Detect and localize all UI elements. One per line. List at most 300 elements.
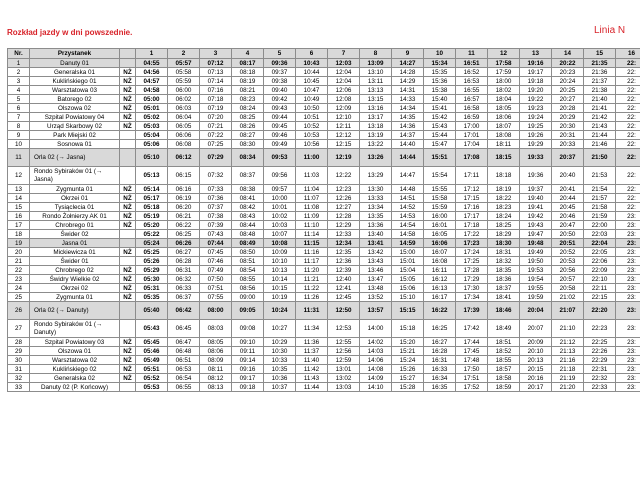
stop-name: Warsztatowa 03: [30, 86, 120, 95]
departure-time: 11:14: [296, 230, 328, 239]
departure-time: 09:16: [232, 365, 264, 374]
departure-time: 09:08: [232, 320, 264, 338]
departure-time: 10:13: [264, 266, 296, 275]
departure-time: 11:17: [296, 257, 328, 266]
departure-time: 17:48: [456, 356, 488, 365]
departure-time: 08:50: [232, 248, 264, 257]
header-trip: 16: [616, 49, 640, 59]
header-trip: 5: [264, 49, 296, 59]
departure-time: 12:09: [328, 104, 360, 113]
departure-time: 16:55: [456, 86, 488, 95]
departure-time: 08:19: [232, 77, 264, 86]
header-nr: Nr.: [8, 49, 30, 59]
on-request-flag: NŻ: [120, 185, 136, 194]
departure-time: 07:16: [200, 86, 232, 95]
departure-time: 18:04: [488, 95, 520, 104]
departure-time: 08:05: [200, 338, 232, 347]
departure-time: 07:19: [200, 104, 232, 113]
departure-time: 12:26: [328, 194, 360, 203]
departure-time: 14:29: [392, 77, 424, 86]
departure-time: 08:26: [232, 122, 264, 131]
header-trip: 1: [136, 49, 168, 59]
departure-time: 18:58: [488, 374, 520, 383]
departure-time: 08:44: [232, 221, 264, 230]
departure-time: 12:10: [328, 113, 360, 122]
stop-number: 14: [8, 194, 30, 203]
departure-time: 08:49: [232, 239, 264, 248]
departure-time: 16:25: [424, 320, 456, 338]
departure-time: 20:17: [520, 383, 552, 392]
on-request-flag: NŻ: [120, 86, 136, 95]
table-row: [8, 320, 640, 338]
departure-time: 05:02: [136, 113, 168, 122]
departure-time: 09:57: [264, 185, 296, 194]
departure-time: 06:21: [168, 212, 200, 221]
departure-time: 18:25: [488, 221, 520, 230]
departure-time: 17:08: [456, 149, 488, 167]
departure-time: 21:20: [552, 383, 584, 392]
departure-time: 05:20: [136, 221, 168, 230]
departure-time: 16:51: [456, 59, 488, 68]
departure-time: 19:25: [520, 122, 552, 131]
departure-time: 08:13: [200, 383, 232, 392]
departure-time: 19:49: [520, 248, 552, 257]
departure-time: 17:17: [456, 212, 488, 221]
departure-time: 18:51: [488, 338, 520, 347]
departure-time: 07:12: [200, 59, 232, 68]
departure-time: 10:36: [264, 374, 296, 383]
departure-time: 09:46: [264, 131, 296, 140]
departure-time: 13:01: [328, 365, 360, 374]
departure-time: 12:06: [328, 86, 360, 95]
departure-time: 10:37: [264, 383, 296, 392]
departure-time: 10:01: [264, 203, 296, 212]
departure-time: 16:22: [424, 302, 456, 320]
departure-time: 15:41: [424, 104, 456, 113]
departure-time: 08:24: [232, 104, 264, 113]
departure-time: 19:22: [520, 95, 552, 104]
departure-time: 14:52: [392, 203, 424, 212]
departure-time: 10:03: [264, 221, 296, 230]
departure-time: 06:54: [168, 374, 200, 383]
departure-time: 23:: [616, 293, 640, 302]
departure-time: 20:46: [552, 212, 584, 221]
departure-time: 21:13: [552, 347, 584, 356]
on-request-flag: [120, 131, 136, 140]
departure-time: 12:59: [328, 356, 360, 365]
departure-time: 07:45: [200, 248, 232, 257]
departure-time: 05:51: [136, 365, 168, 374]
departure-time: 17:58: [488, 59, 520, 68]
table-row: [8, 131, 640, 140]
departure-time: 06:26: [168, 239, 200, 248]
departure-time: 12:29: [328, 221, 360, 230]
departure-time: 21:41: [584, 104, 616, 113]
departure-time: 18:11: [488, 140, 520, 149]
on-request-flag: [120, 149, 136, 167]
table-row: [8, 248, 640, 257]
stop-number: 8: [8, 122, 30, 131]
departure-time: 05:35: [136, 293, 168, 302]
departure-time: 10:44: [296, 68, 328, 77]
departure-time: 09:44: [264, 113, 296, 122]
departure-time: 13:10: [360, 68, 392, 77]
departure-time: 05:22: [136, 230, 168, 239]
departure-time: 11:43: [296, 374, 328, 383]
departure-time: 16:13: [424, 284, 456, 293]
header-trip: 14: [552, 49, 584, 59]
stop-name: Rondo Sybiraków 01 (→ Danuty): [30, 320, 120, 338]
departure-time: 07:44: [200, 239, 232, 248]
departure-time: 09:10: [232, 338, 264, 347]
departure-time: 08:30: [232, 140, 264, 149]
departure-time: 19:24: [520, 113, 552, 122]
stop-number: 18: [8, 230, 30, 239]
departure-time: 08:18: [232, 68, 264, 77]
departure-time: 06:12: [168, 149, 200, 167]
stop-number: 22: [8, 266, 30, 275]
departure-time: 20:44: [552, 194, 584, 203]
on-request-flag: NŻ: [120, 293, 136, 302]
departure-time: 11:07: [296, 194, 328, 203]
departure-time: 08:17: [232, 59, 264, 68]
departure-time: 08:43: [232, 212, 264, 221]
stop-name: Zygmunta 01: [30, 293, 120, 302]
departure-time: 22:06: [584, 257, 616, 266]
departure-time: 10:00: [264, 194, 296, 203]
departure-time: 06:04: [168, 113, 200, 122]
departure-time: 12:40: [328, 275, 360, 284]
departure-time: 11:34: [296, 320, 328, 338]
header-trip: 6: [296, 49, 328, 59]
departure-time: 15:00: [392, 248, 424, 257]
departure-time: 13:09: [360, 59, 392, 68]
departure-time: 19:37: [520, 185, 552, 194]
departure-time: 21:50: [584, 149, 616, 167]
departure-time: 05:18: [136, 203, 168, 212]
departure-time: 19:48: [520, 239, 552, 248]
stop-number: 16: [8, 212, 30, 221]
departure-time: 08:41: [232, 194, 264, 203]
departure-time: 13:47: [360, 275, 392, 284]
departure-time: 20:15: [520, 365, 552, 374]
departure-time: 13:22: [360, 140, 392, 149]
on-request-flag: NŻ: [120, 221, 136, 230]
stop-name: Tysiąclecia 01: [30, 203, 120, 212]
departure-time: 19:29: [520, 140, 552, 149]
departure-time: 13:46: [360, 266, 392, 275]
departure-time: 14:28: [392, 68, 424, 77]
departure-time: 20:27: [552, 95, 584, 104]
departure-time: 09:37: [264, 68, 296, 77]
table-row: [8, 203, 640, 212]
table-row: [8, 77, 640, 86]
departure-time: 05:49: [136, 356, 168, 365]
departure-time: 13:03: [328, 383, 360, 392]
departure-time: 11:00: [296, 149, 328, 167]
table-row: [8, 185, 640, 194]
stop-number: 15: [8, 203, 30, 212]
departure-time: 22:: [616, 68, 640, 77]
table-row: [8, 95, 640, 104]
page-title: Rozkład jazdy w dni powszednie.: [7, 28, 133, 37]
stop-number: 31: [8, 365, 30, 374]
departure-time: 21:53: [584, 167, 616, 185]
departure-time: 16:11: [424, 266, 456, 275]
departure-time: 07:21: [200, 122, 232, 131]
on-request-flag: NŻ: [120, 77, 136, 86]
departure-time: 18:24: [488, 212, 520, 221]
stop-name: Danuty 01: [30, 59, 120, 68]
departure-time: 14:27: [392, 59, 424, 68]
departure-time: 10:02: [264, 212, 296, 221]
departure-time: 21:18: [552, 365, 584, 374]
departure-time: 13:15: [360, 95, 392, 104]
departure-time: 11:26: [296, 293, 328, 302]
departure-time: 06:53: [168, 365, 200, 374]
departure-time: 15:51: [424, 149, 456, 167]
stop-name: Orla 02 (→ Danuty): [30, 302, 120, 320]
on-request-flag: NŻ: [120, 95, 136, 104]
departure-time: 17:42: [456, 320, 488, 338]
departure-time: 06:45: [168, 320, 200, 338]
departure-time: 22:: [616, 194, 640, 203]
stop-number: 32: [8, 374, 30, 383]
departure-time: 22:33: [584, 383, 616, 392]
table-row: [8, 365, 640, 374]
departure-time: 12:08: [328, 95, 360, 104]
departure-time: 21:58: [584, 203, 616, 212]
departure-time: 21:10: [552, 320, 584, 338]
departure-time: 14:58: [392, 230, 424, 239]
departure-time: 07:46: [200, 257, 232, 266]
on-request-flag: [120, 239, 136, 248]
stop-name: Sosnowa 01: [30, 140, 120, 149]
table-row: [8, 122, 640, 131]
departure-time: 11:31: [296, 302, 328, 320]
departure-time: 22:00: [584, 221, 616, 230]
on-request-flag: NŻ: [120, 338, 136, 347]
departure-time: 09:45: [264, 122, 296, 131]
departure-time: 10:30: [264, 347, 296, 356]
departure-time: 07:33: [200, 185, 232, 194]
departure-time: 18:02: [488, 86, 520, 95]
departure-time: 19:40: [520, 194, 552, 203]
stop-name: Rondo Żołnierzy AK 01: [30, 212, 120, 221]
departure-time: 08:21: [232, 86, 264, 95]
departure-time: 18:55: [488, 356, 520, 365]
departure-time: 22:: [616, 95, 640, 104]
departure-time: 20:30: [552, 122, 584, 131]
departure-time: 21:19: [552, 374, 584, 383]
departure-time: 17:30: [456, 284, 488, 293]
departure-time: 19:50: [520, 257, 552, 266]
stop-name: Batorego 02: [30, 95, 120, 104]
departure-time: 23:: [616, 230, 640, 239]
departure-time: 12:27: [328, 203, 360, 212]
departure-time: 06:19: [168, 194, 200, 203]
departure-time: 08:03: [200, 320, 232, 338]
departure-time: 07:18: [200, 95, 232, 104]
departure-time: 17:18: [456, 221, 488, 230]
departure-time: 14:35: [392, 113, 424, 122]
departure-time: 22:05: [584, 248, 616, 257]
departure-time: 12:34: [328, 239, 360, 248]
departure-time: 15:18: [392, 320, 424, 338]
departure-time: 09:49: [264, 140, 296, 149]
departure-time: 15:55: [424, 185, 456, 194]
stop-name: Szpital Powiatowy 04: [30, 113, 120, 122]
departure-time: 09:17: [232, 374, 264, 383]
departure-time: 15:44: [424, 131, 456, 140]
departure-time: 05:19: [136, 212, 168, 221]
departure-time: 08:00: [200, 302, 232, 320]
departure-time: 05:31: [136, 284, 168, 293]
departure-time: 05:06: [136, 140, 168, 149]
stop-name: Generalska 01: [30, 68, 120, 77]
departure-time: 05:03: [136, 122, 168, 131]
on-request-flag: NŻ: [120, 68, 136, 77]
on-request-flag: [120, 257, 136, 266]
departure-time: 13:57: [360, 302, 392, 320]
departure-time: 18:36: [488, 275, 520, 284]
departure-time: 20:25: [552, 86, 584, 95]
on-request-flag: NŻ: [120, 212, 136, 221]
table-row: [8, 383, 640, 392]
departure-time: 17:22: [456, 230, 488, 239]
table-row: [8, 221, 640, 230]
table-row: [8, 149, 640, 167]
departure-time: 14:10: [360, 383, 392, 392]
departure-time: 05:17: [136, 194, 168, 203]
line-label: Linia N: [594, 25, 626, 36]
departure-time: 10:09: [264, 248, 296, 257]
departure-time: 22:: [616, 104, 640, 113]
header-trip: 11: [456, 49, 488, 59]
departure-time: 20:58: [552, 284, 584, 293]
departure-time: 07:43: [200, 230, 232, 239]
departure-time: 19:18: [520, 77, 552, 86]
departure-time: 14:47: [392, 167, 424, 185]
departure-time: 05:43: [136, 320, 168, 338]
departure-time: 22:03: [584, 230, 616, 239]
table-row: [8, 374, 640, 383]
departure-time: 08:27: [232, 131, 264, 140]
departure-time: 07:14: [200, 77, 232, 86]
departure-time: 12:22: [328, 167, 360, 185]
departure-time: 13:29: [360, 167, 392, 185]
stop-name: Świder 02: [30, 230, 120, 239]
departure-time: 12:50: [328, 302, 360, 320]
stop-number: 20: [8, 248, 30, 257]
stop-number: 33: [8, 383, 30, 392]
stop-name: Chrobrego 02: [30, 266, 120, 275]
stop-name: Urząd Skarbowy 02: [30, 122, 120, 131]
departure-time: 21:59: [584, 212, 616, 221]
departure-time: 14:03: [360, 347, 392, 356]
departure-time: 16:00: [424, 212, 456, 221]
departure-time: 17:16: [456, 203, 488, 212]
table-row: [8, 59, 640, 68]
departure-time: 20:52: [552, 248, 584, 257]
departure-time: 20:50: [552, 230, 584, 239]
departure-time: 15:20: [392, 338, 424, 347]
departure-time: 06:55: [168, 383, 200, 392]
departure-time: 10:10: [264, 257, 296, 266]
departure-time: 08:25: [232, 113, 264, 122]
on-request-flag: NŻ: [120, 122, 136, 131]
departure-time: 17:15: [456, 194, 488, 203]
on-request-flag: [120, 230, 136, 239]
departure-time: 14:51: [392, 194, 424, 203]
departure-time: 06:28: [168, 257, 200, 266]
on-request-flag: [120, 383, 136, 392]
table-row: [8, 230, 640, 239]
departure-time: 09:56: [264, 167, 296, 185]
departure-time: 10:45: [296, 77, 328, 86]
departure-time: 20:16: [520, 374, 552, 383]
departure-time: 20:40: [552, 167, 584, 185]
departure-time: 05:24: [136, 239, 168, 248]
on-request-flag: [120, 302, 136, 320]
departure-time: 21:46: [584, 140, 616, 149]
stop-number: 9: [8, 131, 30, 140]
departure-time: 22:: [616, 203, 640, 212]
departure-time: 11:04: [296, 185, 328, 194]
header-trip: 4: [232, 49, 264, 59]
departure-time: 12:39: [328, 266, 360, 275]
departure-time: 11:44: [296, 383, 328, 392]
departure-time: 17:50: [456, 365, 488, 374]
departure-time: 05:10: [136, 149, 168, 167]
departure-time: 11:10: [296, 221, 328, 230]
stop-number: 4: [8, 86, 30, 95]
departure-time: 15:24: [392, 356, 424, 365]
stop-number: 19: [8, 239, 30, 248]
departure-time: 13:30: [360, 185, 392, 194]
departure-time: 14:54: [392, 221, 424, 230]
departure-time: 06:16: [168, 185, 200, 194]
departure-time: 11:09: [296, 212, 328, 221]
table-row: [8, 167, 640, 185]
departure-time: 16:31: [424, 356, 456, 365]
departure-time: 13:34: [360, 203, 392, 212]
stop-name: Park Miejski 02: [30, 131, 120, 140]
header-trip: 13: [520, 49, 552, 59]
departure-time: 12:53: [328, 320, 360, 338]
departure-time: 05:45: [136, 338, 168, 347]
departure-time: 15:27: [392, 374, 424, 383]
departure-time: 12:55: [328, 338, 360, 347]
departure-time: 23:: [616, 374, 640, 383]
departure-time: 08:42: [232, 203, 264, 212]
departure-time: 07:13: [200, 68, 232, 77]
departure-time: 19:59: [520, 293, 552, 302]
departure-time: 17:44: [456, 338, 488, 347]
departure-time: 11:08: [296, 203, 328, 212]
stop-name: Kuklińskiego 02: [30, 365, 120, 374]
table-row: [8, 347, 640, 356]
departure-time: 18:46: [488, 302, 520, 320]
departure-time: 20:33: [552, 140, 584, 149]
departure-time: 08:06: [200, 347, 232, 356]
stop-number: 1: [8, 59, 30, 68]
departure-time: 22:09: [584, 266, 616, 275]
departure-time: 06:25: [168, 230, 200, 239]
departure-time: 17:24: [456, 248, 488, 257]
departure-time: 21:44: [584, 131, 616, 140]
departure-time: 17:28: [456, 266, 488, 275]
